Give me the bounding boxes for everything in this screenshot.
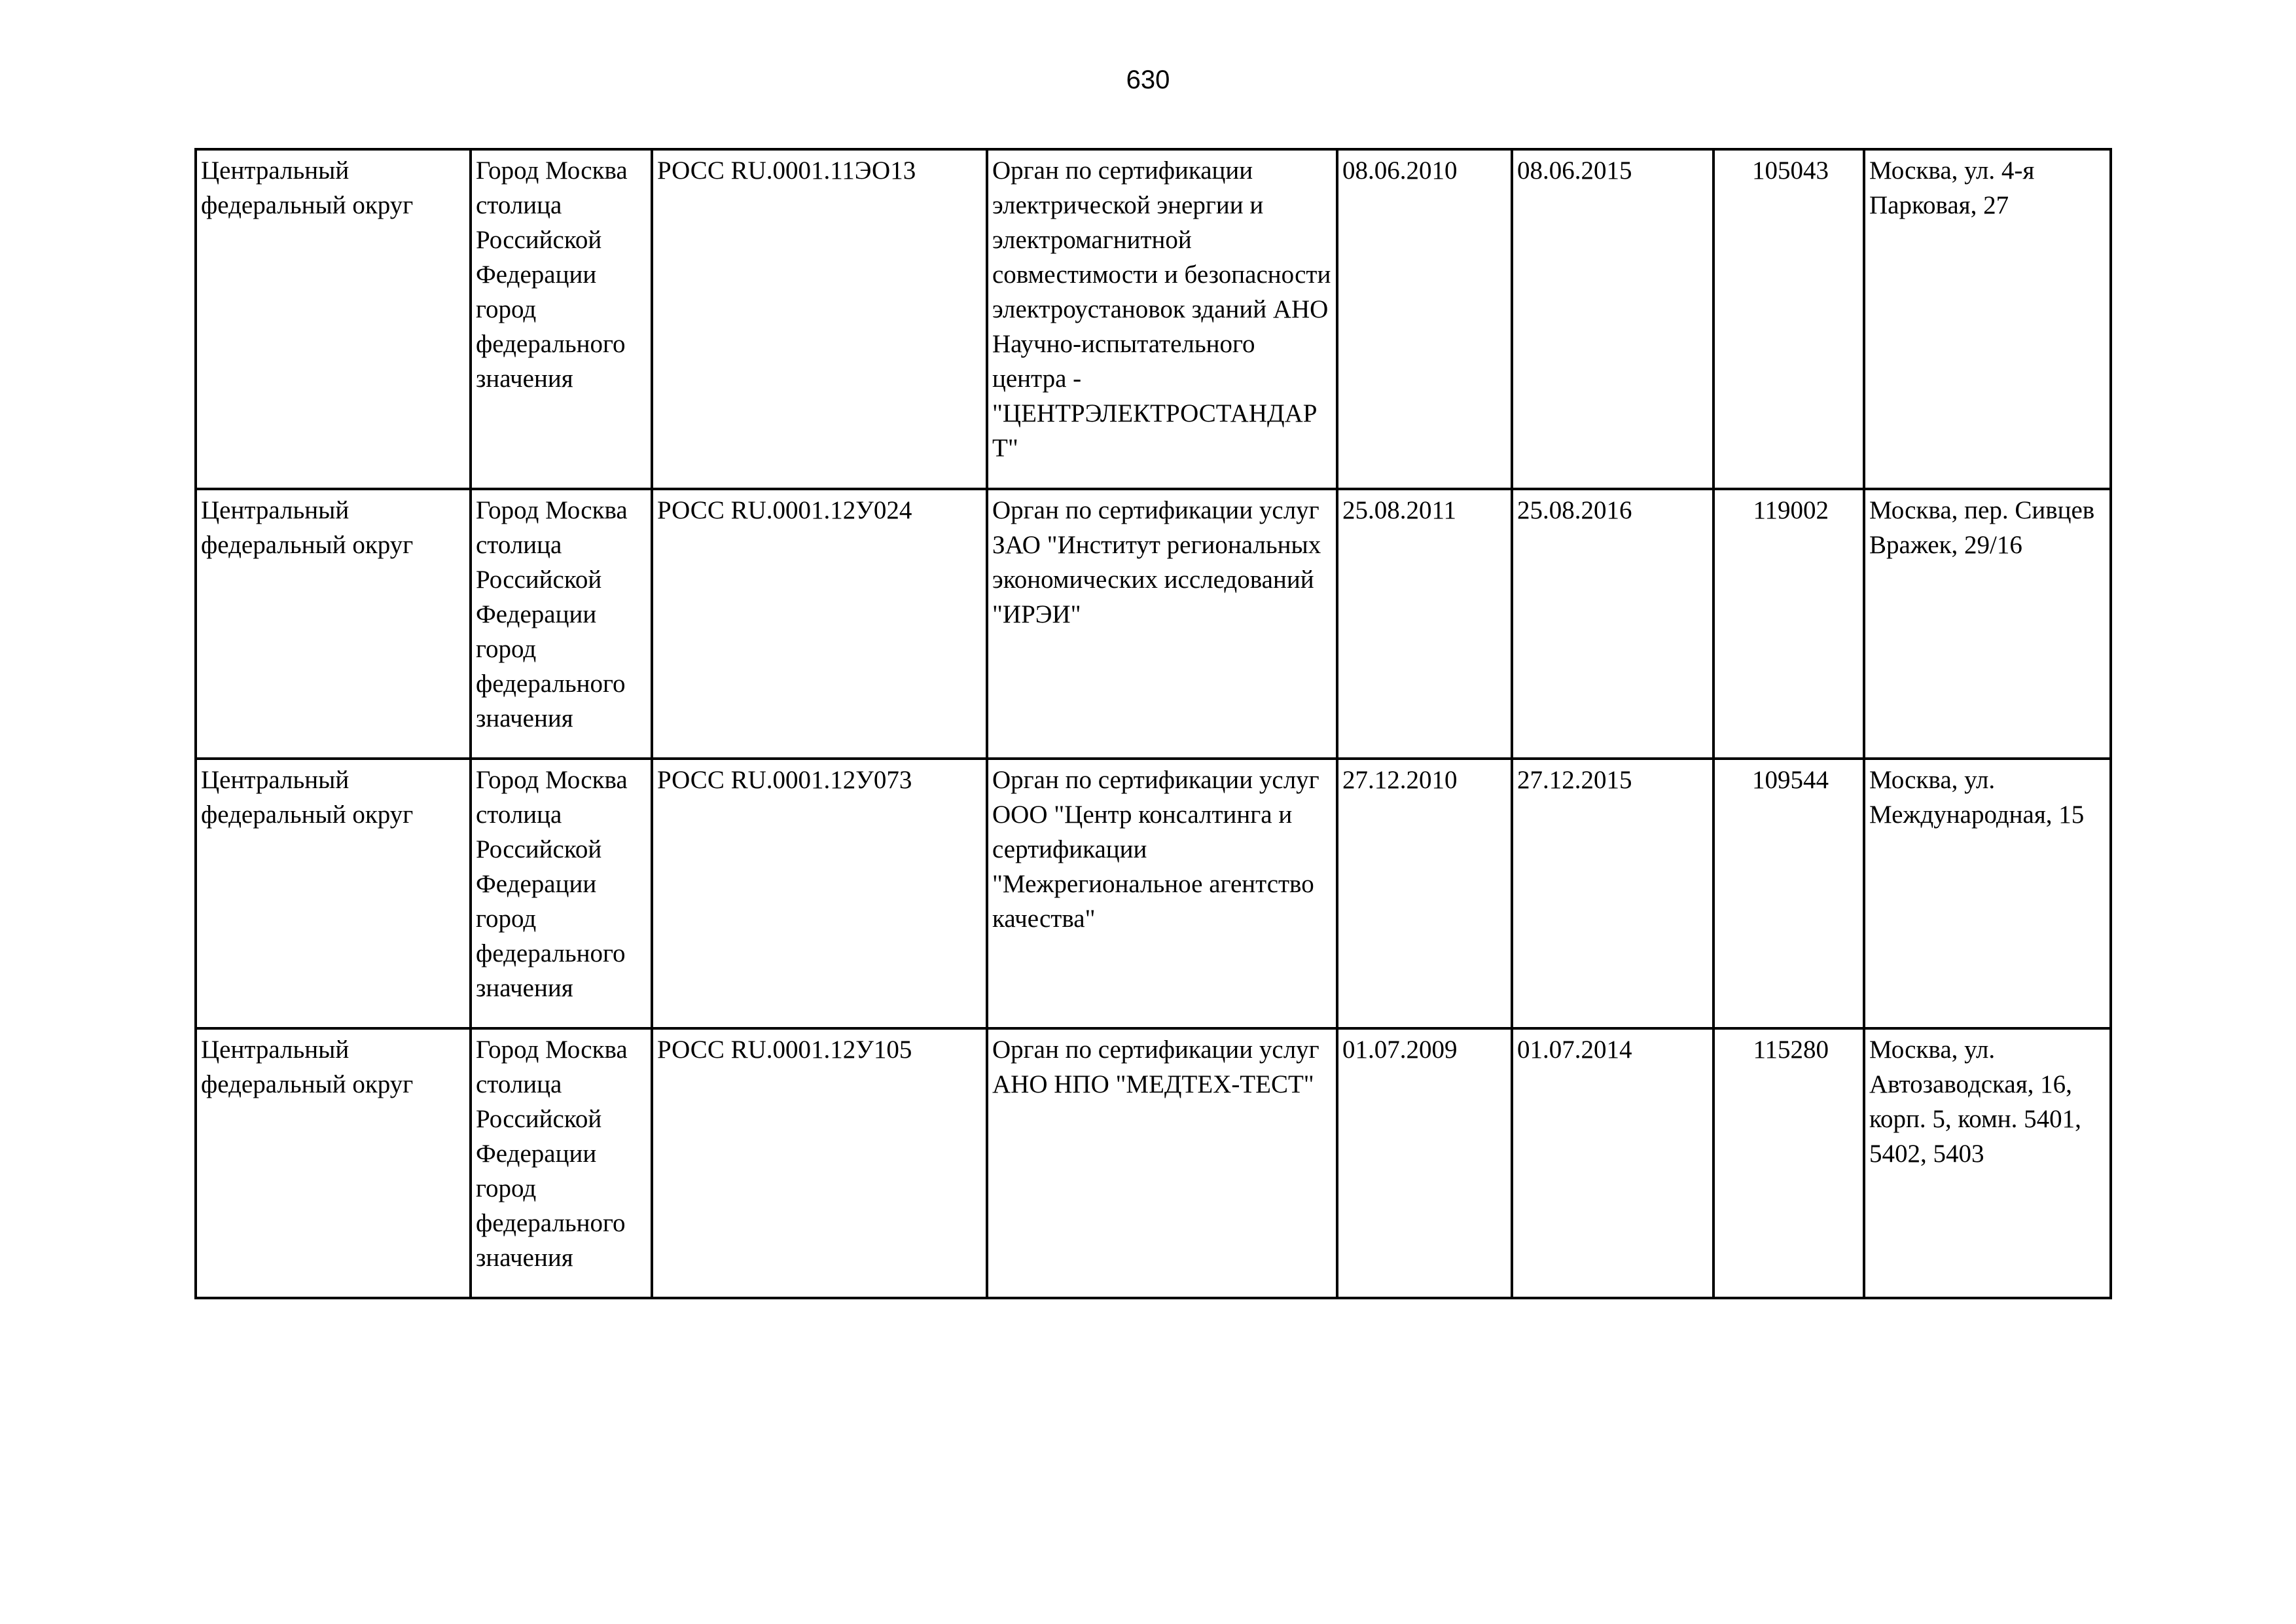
registration-number-cell: РОСС RU.0001.11ЭО13	[652, 149, 987, 489]
address-cell: Москва, ул. 4-я Парковая, 27	[1864, 149, 2111, 489]
postal-code-cell: 109544	[1713, 759, 1864, 1028]
region-cell: Город Москва столица Российской Федерации город федерального значения	[471, 489, 652, 759]
region-cell: Город Москва столица Российской Федерации город федерального значения	[471, 149, 652, 489]
registration-number-cell: РОСС RU.0001.12У073	[652, 759, 987, 1028]
date-from-cell: 01.07.2009	[1337, 1028, 1512, 1298]
table-row	[196, 489, 2111, 759]
date-from-cell: 27.12.2010	[1337, 759, 1512, 1028]
district-cell: Центральный федеральный округ	[196, 759, 471, 1028]
postal-code-cell: 119002	[1713, 489, 1864, 759]
district-cell: Центральный федеральный округ	[196, 149, 471, 489]
table-row	[196, 1028, 2111, 1298]
date-from-cell: 25.08.2011	[1337, 489, 1512, 759]
date-from-cell: 08.06.2010	[1337, 149, 1512, 489]
page-number: 630	[1126, 65, 1170, 94]
region-cell: Город Москва столица Российской Федерации город федерального значения	[471, 759, 652, 1028]
registration-number-cell: РОСС RU.0001.12У105	[652, 1028, 987, 1298]
date-to-cell: 08.06.2015	[1512, 149, 1713, 489]
address-cell: Москва, пер. Сивцев Вражек, 29/16	[1864, 489, 2111, 759]
address-cell: Москва, ул. Международная, 15	[1864, 759, 2111, 1028]
organization-cell: Орган по сертификации услуг ООО "Центр консалтинга и сертификации "Межрегиональное агентство качества"	[987, 759, 1337, 1028]
postal-code-cell: 105043	[1713, 149, 1864, 489]
organization-cell: Орган по сертификации услуг ЗАО "Институт региональных экономических исследований "ИРЭИ"	[987, 489, 1337, 759]
date-to-cell: 25.08.2016	[1512, 489, 1713, 759]
registration-number-cell: РОСС RU.0001.12У024	[652, 489, 987, 759]
date-to-cell: 27.12.2015	[1512, 759, 1713, 1028]
postal-code-cell: 115280	[1713, 1028, 1864, 1298]
organization-cell: Орган по сертификации электрической энергии и электромагнитной совместимости и безопасности электроустановок зданий АНО Научно-испытательного центра - "ЦЕНТРЭЛЕКТРОСТАНДАРТ"	[987, 149, 1337, 489]
table-row	[196, 759, 2111, 1028]
certification-bodies-table	[194, 148, 2112, 1299]
district-cell: Центральный федеральный округ	[196, 489, 471, 759]
address-cell: Москва, ул. Автозаводская, 16, корп. 5, комн. 5401, 5402, 5403	[1864, 1028, 2111, 1298]
region-cell: Город Москва столица Российской Федерации город федерального значения	[471, 1028, 652, 1298]
date-to-cell: 01.07.2014	[1512, 1028, 1713, 1298]
table-row	[196, 149, 2111, 489]
district-cell: Центральный федеральный округ	[196, 1028, 471, 1298]
organization-cell: Орган по сертификации услуг АНО НПО "МЕДТЕХ-ТЕСТ"	[987, 1028, 1337, 1298]
